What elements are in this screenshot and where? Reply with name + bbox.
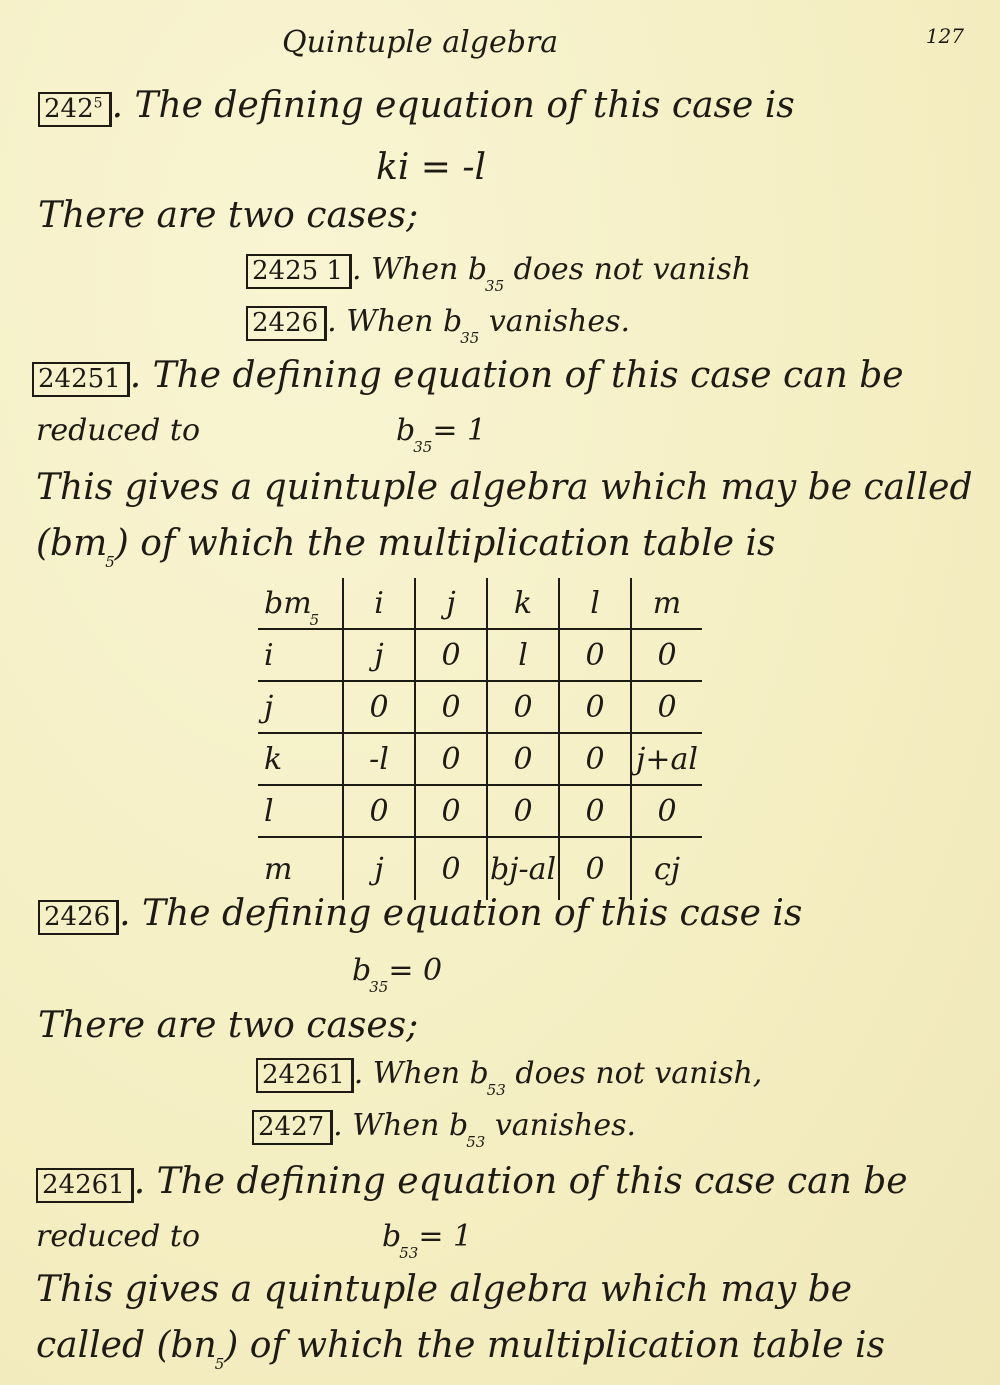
case-text-rest: does not vanish (504, 252, 752, 287)
subscript: 35 (460, 329, 480, 347)
case-text: . When b (327, 304, 463, 339)
paragraph (36, 1325, 885, 1373)
col-header: m (631, 578, 702, 629)
paragraph-rest: ) of which the multiplication table is (224, 1325, 885, 1366)
table-cell: 0 (631, 785, 702, 837)
case-item (252, 1108, 637, 1151)
subscript: 35 (413, 438, 433, 456)
section-text: . The defining equation of this case is (111, 85, 795, 126)
table-cell: 0 (559, 629, 631, 681)
case-text-rest: vanishes. (479, 304, 631, 339)
table-row (258, 629, 702, 681)
paragraph: This gives a quintuple algebra which may be (36, 1269, 853, 1310)
equation (396, 413, 487, 456)
subscript: 5 (105, 553, 115, 571)
eq-rest: = 1 (432, 413, 487, 448)
table-cell: j+al (631, 733, 702, 785)
paragraph-rest: ) of which the multiplication table is (114, 523, 776, 564)
col-header: i (343, 578, 415, 629)
paragraph: This gives a quintuple algebra which may be called (36, 467, 973, 508)
row-header: i (258, 629, 343, 681)
cases-intro: There are two cases; (38, 1005, 419, 1046)
row-header: k (258, 733, 343, 785)
section-tag: $242^5$ (38, 92, 112, 127)
table-cell: 0 (559, 733, 631, 785)
table-cell: 0 (631, 681, 702, 733)
table-cell: 0 (487, 733, 559, 785)
page-number: 127 (925, 24, 964, 48)
table-cell: bj-al (487, 837, 559, 900)
paragraph (36, 523, 776, 571)
table-cell: j (343, 837, 415, 900)
col-header: l (559, 578, 631, 629)
equation: ki = -l (376, 147, 487, 188)
reduced-to: reduced to (36, 1219, 201, 1254)
table-cell: j (343, 629, 415, 681)
table-header-row (258, 578, 702, 629)
subscript: 5 (309, 610, 320, 629)
table-corner (258, 578, 343, 629)
table-cell: 0 (343, 681, 415, 733)
eq-rest: = 0 (388, 953, 443, 988)
subscript: 53 (399, 1244, 419, 1262)
case-tag: 2425 1 (246, 254, 352, 289)
table-cell: 0 (559, 837, 631, 900)
section-heading-2425 (38, 85, 795, 127)
case-text-rest: vanishes. (485, 1108, 637, 1143)
section-text: . The defining equation of this case can be (129, 355, 904, 396)
case-tag: 2426 (246, 306, 327, 341)
case-text-rest: does not vanish, (505, 1056, 763, 1091)
row-header: l (258, 785, 343, 837)
subscript: 53 (466, 1133, 486, 1151)
table-cell: 0 (415, 629, 487, 681)
case-item (246, 252, 752, 295)
table-row (258, 733, 702, 785)
subscript: 35 (485, 277, 505, 295)
table-cell: 0 (487, 785, 559, 837)
reduced-to: reduced to (36, 413, 201, 448)
section-tag: 24261 (36, 1168, 134, 1203)
subscript: 53 (486, 1081, 506, 1099)
subscript: 35 (369, 978, 389, 996)
case-tag: 2427 (252, 1110, 333, 1145)
table-cell: 0 (415, 681, 487, 733)
case-tag: 24261 (256, 1058, 354, 1093)
col-header: k (487, 578, 559, 629)
section-heading-24261 (36, 1161, 908, 1203)
eq-var: b (382, 1219, 402, 1254)
row-header: j (258, 681, 343, 733)
row-header: m (258, 837, 343, 900)
table-cell: 0 (415, 733, 487, 785)
table-row (258, 837, 702, 900)
multiplication-table (258, 578, 702, 900)
table-cell: 0 (559, 785, 631, 837)
table-cell: cj (653, 851, 681, 887)
table-cell: 0 (559, 681, 631, 733)
case-text: . When b (353, 1056, 489, 1091)
eq-rest: = 1 (418, 1219, 473, 1254)
table-cell: 0 (415, 837, 487, 900)
table-cell: -l (343, 733, 415, 785)
page-title: Quintuple algebra (282, 25, 559, 60)
table-row (258, 785, 702, 837)
section-heading-24251 (32, 355, 904, 397)
case-text: . When b (333, 1108, 469, 1143)
table-cell: 0 (415, 785, 487, 837)
eq-var: b (352, 953, 372, 988)
section-text: . The defining equation of this case can be (133, 1161, 908, 1202)
case-text: . When b (351, 252, 488, 287)
corner-label: bm (264, 585, 312, 621)
case-item (256, 1056, 763, 1099)
case-item (246, 304, 631, 347)
section-heading-2426 (38, 893, 803, 935)
table-cell: 0 (343, 785, 415, 837)
equation (382, 1219, 473, 1262)
algebra-name: (bm (36, 523, 108, 564)
table-cell: 0 (487, 681, 559, 733)
eq-var: b (396, 413, 416, 448)
subscript: 5 (214, 1355, 225, 1373)
section-text: . The defining equation of this case is (119, 893, 803, 934)
algebra-name: called (bn (36, 1325, 217, 1366)
cases-intro: There are two cases; (38, 195, 419, 236)
col-header: j (415, 578, 487, 629)
table-cell: 0 (631, 629, 702, 681)
table-cell: l (487, 629, 559, 681)
section-tag: 24251 (32, 362, 130, 397)
table-row (258, 681, 702, 733)
section-tag: 2426 (38, 900, 119, 935)
equation (352, 953, 443, 996)
